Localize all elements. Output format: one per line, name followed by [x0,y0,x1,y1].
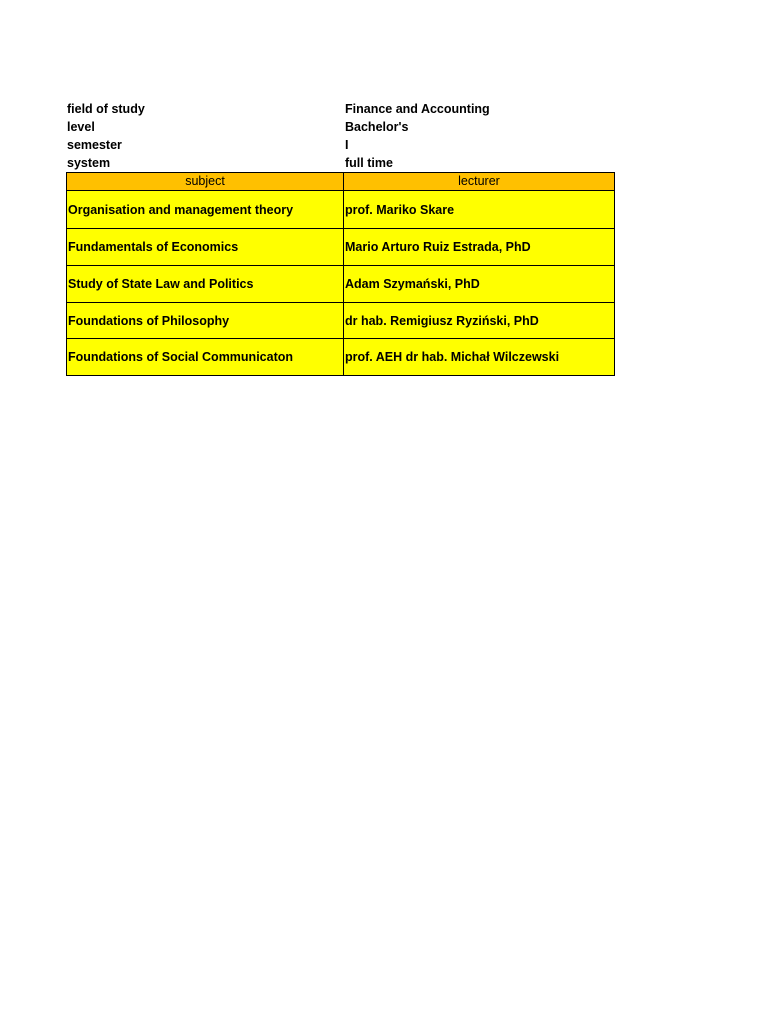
meta-label: level [67,120,95,134]
header-lecturer: lecturer [344,173,615,191]
table-row [67,266,615,303]
table-row [67,229,615,266]
table-row [67,191,615,229]
meta-row-level [67,118,613,136]
subject-cell: Fundamentals of Economics [67,229,344,266]
meta-value: full time [345,156,393,170]
subject-cell: Foundations of Philosophy [67,303,344,339]
meta-value: I [345,138,349,152]
lecturer-cell: Adam Szymański, PhD [344,266,615,303]
meta-label: system [67,156,111,170]
meta-row-field-of-study [67,100,613,118]
meta-label: semester [67,138,122,152]
meta-row-system [67,154,613,172]
subject-cell: Organisation and management theory [67,191,344,229]
lecturer-cell: Mario Arturo Ruiz Estrada, PhD [344,229,615,266]
meta-row-semester [67,136,613,154]
meta-label: field of study [67,102,145,116]
table-row [67,339,615,376]
table-header-row [67,173,615,191]
header-subject: subject [67,173,344,191]
meta-value: Bachelor's [345,120,409,134]
subject-cell: Study of State Law and Politics [67,266,344,303]
lecturer-cell: prof. AEH dr hab. Michał Wilczewski [344,339,615,376]
subject-cell: Foundations of Social Communicaton [67,339,344,376]
table-row [67,303,615,339]
lecturer-cell: dr hab. Remigiusz Ryziński, PhD [344,303,615,339]
meta-value: Finance and Accounting [345,102,490,116]
lecturer-cell: prof. Mariko Skare [344,191,615,229]
course-table [66,172,615,376]
